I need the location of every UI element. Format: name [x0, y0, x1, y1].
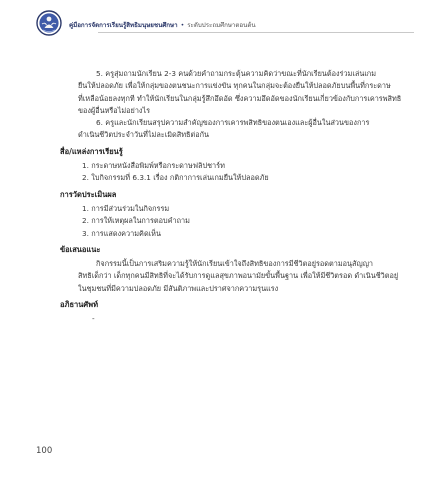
education-level: ระดับประถมศึกษาตอนต้น [187, 22, 256, 29]
paragraph-line: ดำเนินชีวิตประจำวันที่ไม่ละเมิดสิทธิต่อกัน [78, 130, 209, 140]
list-item: 1. การมีส่วนร่วมในกิจกรรม [82, 203, 170, 213]
glossary-list [60, 313, 380, 325]
emblem-logo-icon [36, 10, 62, 36]
paragraph-line: ยืนให้ปลอดภัย เพื่อให้กลุ่มของตนชนะการแข่งขัน ทุกคนในกลุ่มจะต้องยืนให้ปลอดภัยบนพื้นที่กระดาษ [78, 81, 391, 91]
paragraph-line: ในชุมชนที่มีความปลอดภัย มีสันติภาพและปราศจากความรุนแรง [78, 283, 279, 293]
paragraph-line: สิทธิเด็กว่า เด็กทุกคนมีสิทธิที่จะได้รับการดูแลสุขภาพอนามัยขั้นพื้นฐาน เพื่อให้มีชีวิตรอด ดำเนินชีวิตอยู่ [78, 271, 399, 281]
paragraph-step-6 [60, 117, 380, 142]
paragraph-line: 6. ครูและนักเรียนสรุปความสำคัญของการเคารพสิทธิของตนเองและผู้อื่นในส่วนของการ [96, 118, 370, 128]
paragraph-line: กิจกรรมนี้เป็นการเสริมความรู้ให้นักเรียนเข้าใจถึงสิทธิของการมีชีวิตอยู่รอดตามอนุสัญญา [96, 259, 374, 269]
assessment-list [60, 203, 380, 240]
list-item: 3. การแสดงความคิดเห็น [82, 228, 161, 238]
paragraph-step-5 [60, 68, 402, 117]
list-item: 1. กระดาษหนังสือพิมพ์หรือกระดาษฟลิปชาร์ท [82, 161, 225, 171]
page-body [60, 68, 402, 326]
page-header [36, 10, 396, 38]
header-title-line [69, 20, 256, 30]
assessment-heading: การวัดประเมินผล [60, 189, 117, 199]
list-item: 2. การให้เหตุผลในการตอบคำถาม [82, 216, 190, 226]
header-divider [98, 32, 414, 33]
list-item: - [92, 314, 95, 324]
page-number: 100 [36, 446, 53, 456]
list-item: 2. ใบกิจกรรมที่ 6.3.1 เรื่อง กติกาการเล่นเกมยืนให้ปลอดภัย [82, 173, 269, 183]
manual-title: คู่มือการจัดการเรียนรู้สิทธิมนุษยชนศึกษา [69, 22, 178, 29]
suggestions-heading: ข้อเสนอแนะ [60, 244, 101, 254]
suggestions-paragraph [60, 258, 399, 295]
materials-list [60, 160, 380, 185]
header-separator: • [180, 22, 185, 29]
paragraph-line: ของผู้อื่นหรือไม่อย่างไร [78, 105, 151, 115]
materials-heading: สื่อ/แหล่งการเรียนรู้ [60, 146, 123, 156]
paragraph-line: ที่เหลือน้อยลงทุกที ทำให้นักเรียนในกลุ่มรู้สึกอึดอัด ซึ่งความอึดอัดของนักเรียนเกี่ยวข้องกับการเคารพสิทธิ [78, 93, 402, 103]
glossary-heading: อภิธานศัพท์ [60, 300, 99, 310]
paragraph-line: 5. ครูสุ่มถามนักเรียน 2-3 คนด้วยคำถามกระตุ้นความคิดว่าขณะที่นักเรียนต้องร่วมเล่นเกม [96, 69, 377, 78]
